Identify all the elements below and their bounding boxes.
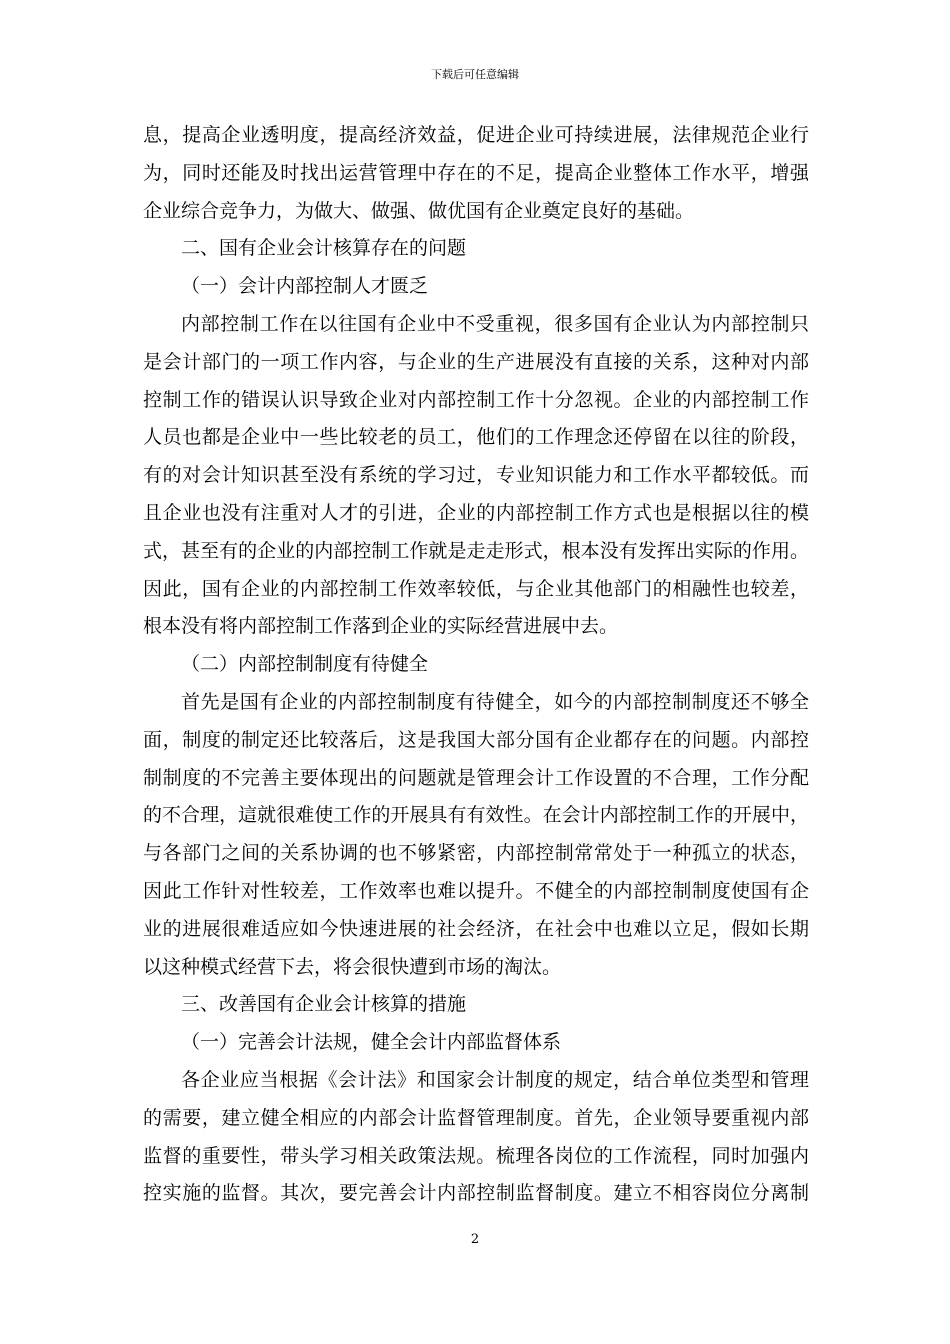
paragraph-line: 控实施的监督。其次，要完善会计内部控制监督制度。建立不相容岗位分离制 — [143, 1182, 809, 1205]
paragraph-line: 息，提高企业透明度，提高经济效益，促进企业可持续进展，法律规范企业行 — [143, 124, 809, 146]
paragraph-line: 为，同时还能及时找出运营管理中存在的不足，提高企业整体工作水平，增强 — [143, 161, 809, 184]
subsection-heading: （一）会计内部控制人才匮乏 — [181, 275, 429, 298]
document-body — [143, 117, 809, 1213]
paragraph-line: 的不合理，這就很难使工作的开展具有有效性。在会计内部控制工作的开展中， — [143, 804, 809, 827]
paragraph-line: 面，制度的制定还比较落后，这是我国大部分国有企业都存在的问题。内部控 — [143, 728, 809, 751]
paragraph-line: 因此，国有企业的内部控制工作效率较低，与企业其他部门的相融性也较差， — [143, 577, 809, 600]
paragraph-line: 以这种模式经营下去，将会很快遭到市场的淘汰。 — [143, 955, 562, 978]
paragraph-line: 控制工作的错误认识导致企业对内部控制工作十分忽视。企业的内部控制工作 — [143, 388, 809, 411]
paragraph-line: 与各部门之间的关系协调的也不够紧密，内部控制常常处于一种孤立的状态， — [143, 842, 809, 865]
paragraph-line: 且企业也没有注重对人才的引进，企业的内部控制工作方式也是根据以往的模 — [143, 501, 809, 524]
paragraph-line: 内部控制工作在以往国有企业中不受重视，很多国有企业认为内部控制只 — [181, 312, 809, 335]
paragraph-line: 是会计部门的一项工作内容，与企业的生产进展没有直接的关系，这种对内部 — [143, 350, 809, 373]
paragraph-line: 因此工作针对性较差，工作效率也难以提升。不健全的内部控制制度使国有企 — [143, 879, 809, 902]
paragraph-line: 各企业应当根据《会计法》和国家会计制度的规定，结合单位类型和管理 — [181, 1068, 809, 1091]
paragraph-line: 根本没有将内部控制工作落到企业的实际经营进展中去。 — [143, 615, 619, 638]
section-heading: 二、国有企业会计核算存在的问题 — [181, 237, 467, 260]
page-number: 2 — [470, 1232, 480, 1247]
paragraph-line: 业的进展很难适应如今快速进展的社会经济，在社会中也难以立足，假如长期 — [143, 917, 809, 940]
paragraph-line: 的需要，建立健全相应的内部会计监督管理制度。首先，企业领导要重视内部 — [143, 1106, 809, 1129]
subsection-heading: （一）完善会计法规，健全会计内部监督体系 — [181, 1031, 562, 1054]
paragraph-line: 制制度的不完善主要体现出的问题就是管理会计工作设置的不合理，工作分配 — [143, 766, 809, 789]
paragraph-line: 监督的重要性，带头学习相关政策法规。梳理各岗位的工作流程，同时加强内 — [143, 1144, 809, 1167]
paragraph-line: 式，甚至有的企业的内部控制工作就是走走形式，根本没有发挥出实际的作用。 — [143, 539, 809, 562]
paragraph-line: 企业综合竞争力，为做大、做强、做优国有企业奠定良好的基础。 — [143, 199, 695, 222]
section-heading: 三、改善国有企业会计核算的措施 — [181, 993, 467, 1016]
page-header: 下载后可任意编辑 — [431, 68, 519, 81]
paragraph-line: 人员也都是企业中一些比较老的员工，他们的工作理念还停留在以往的阶段， — [143, 426, 809, 449]
paragraph-line: 有的对会计知识甚至没有系统的学习过，专业知识能力和工作水平都较低。而 — [143, 464, 809, 487]
paragraph-line: 首先是国有企业的内部控制制度有待健全，如今的内部控制制度还不够全 — [181, 690, 809, 713]
subsection-heading: （二）内部控制制度有待健全 — [181, 653, 429, 676]
